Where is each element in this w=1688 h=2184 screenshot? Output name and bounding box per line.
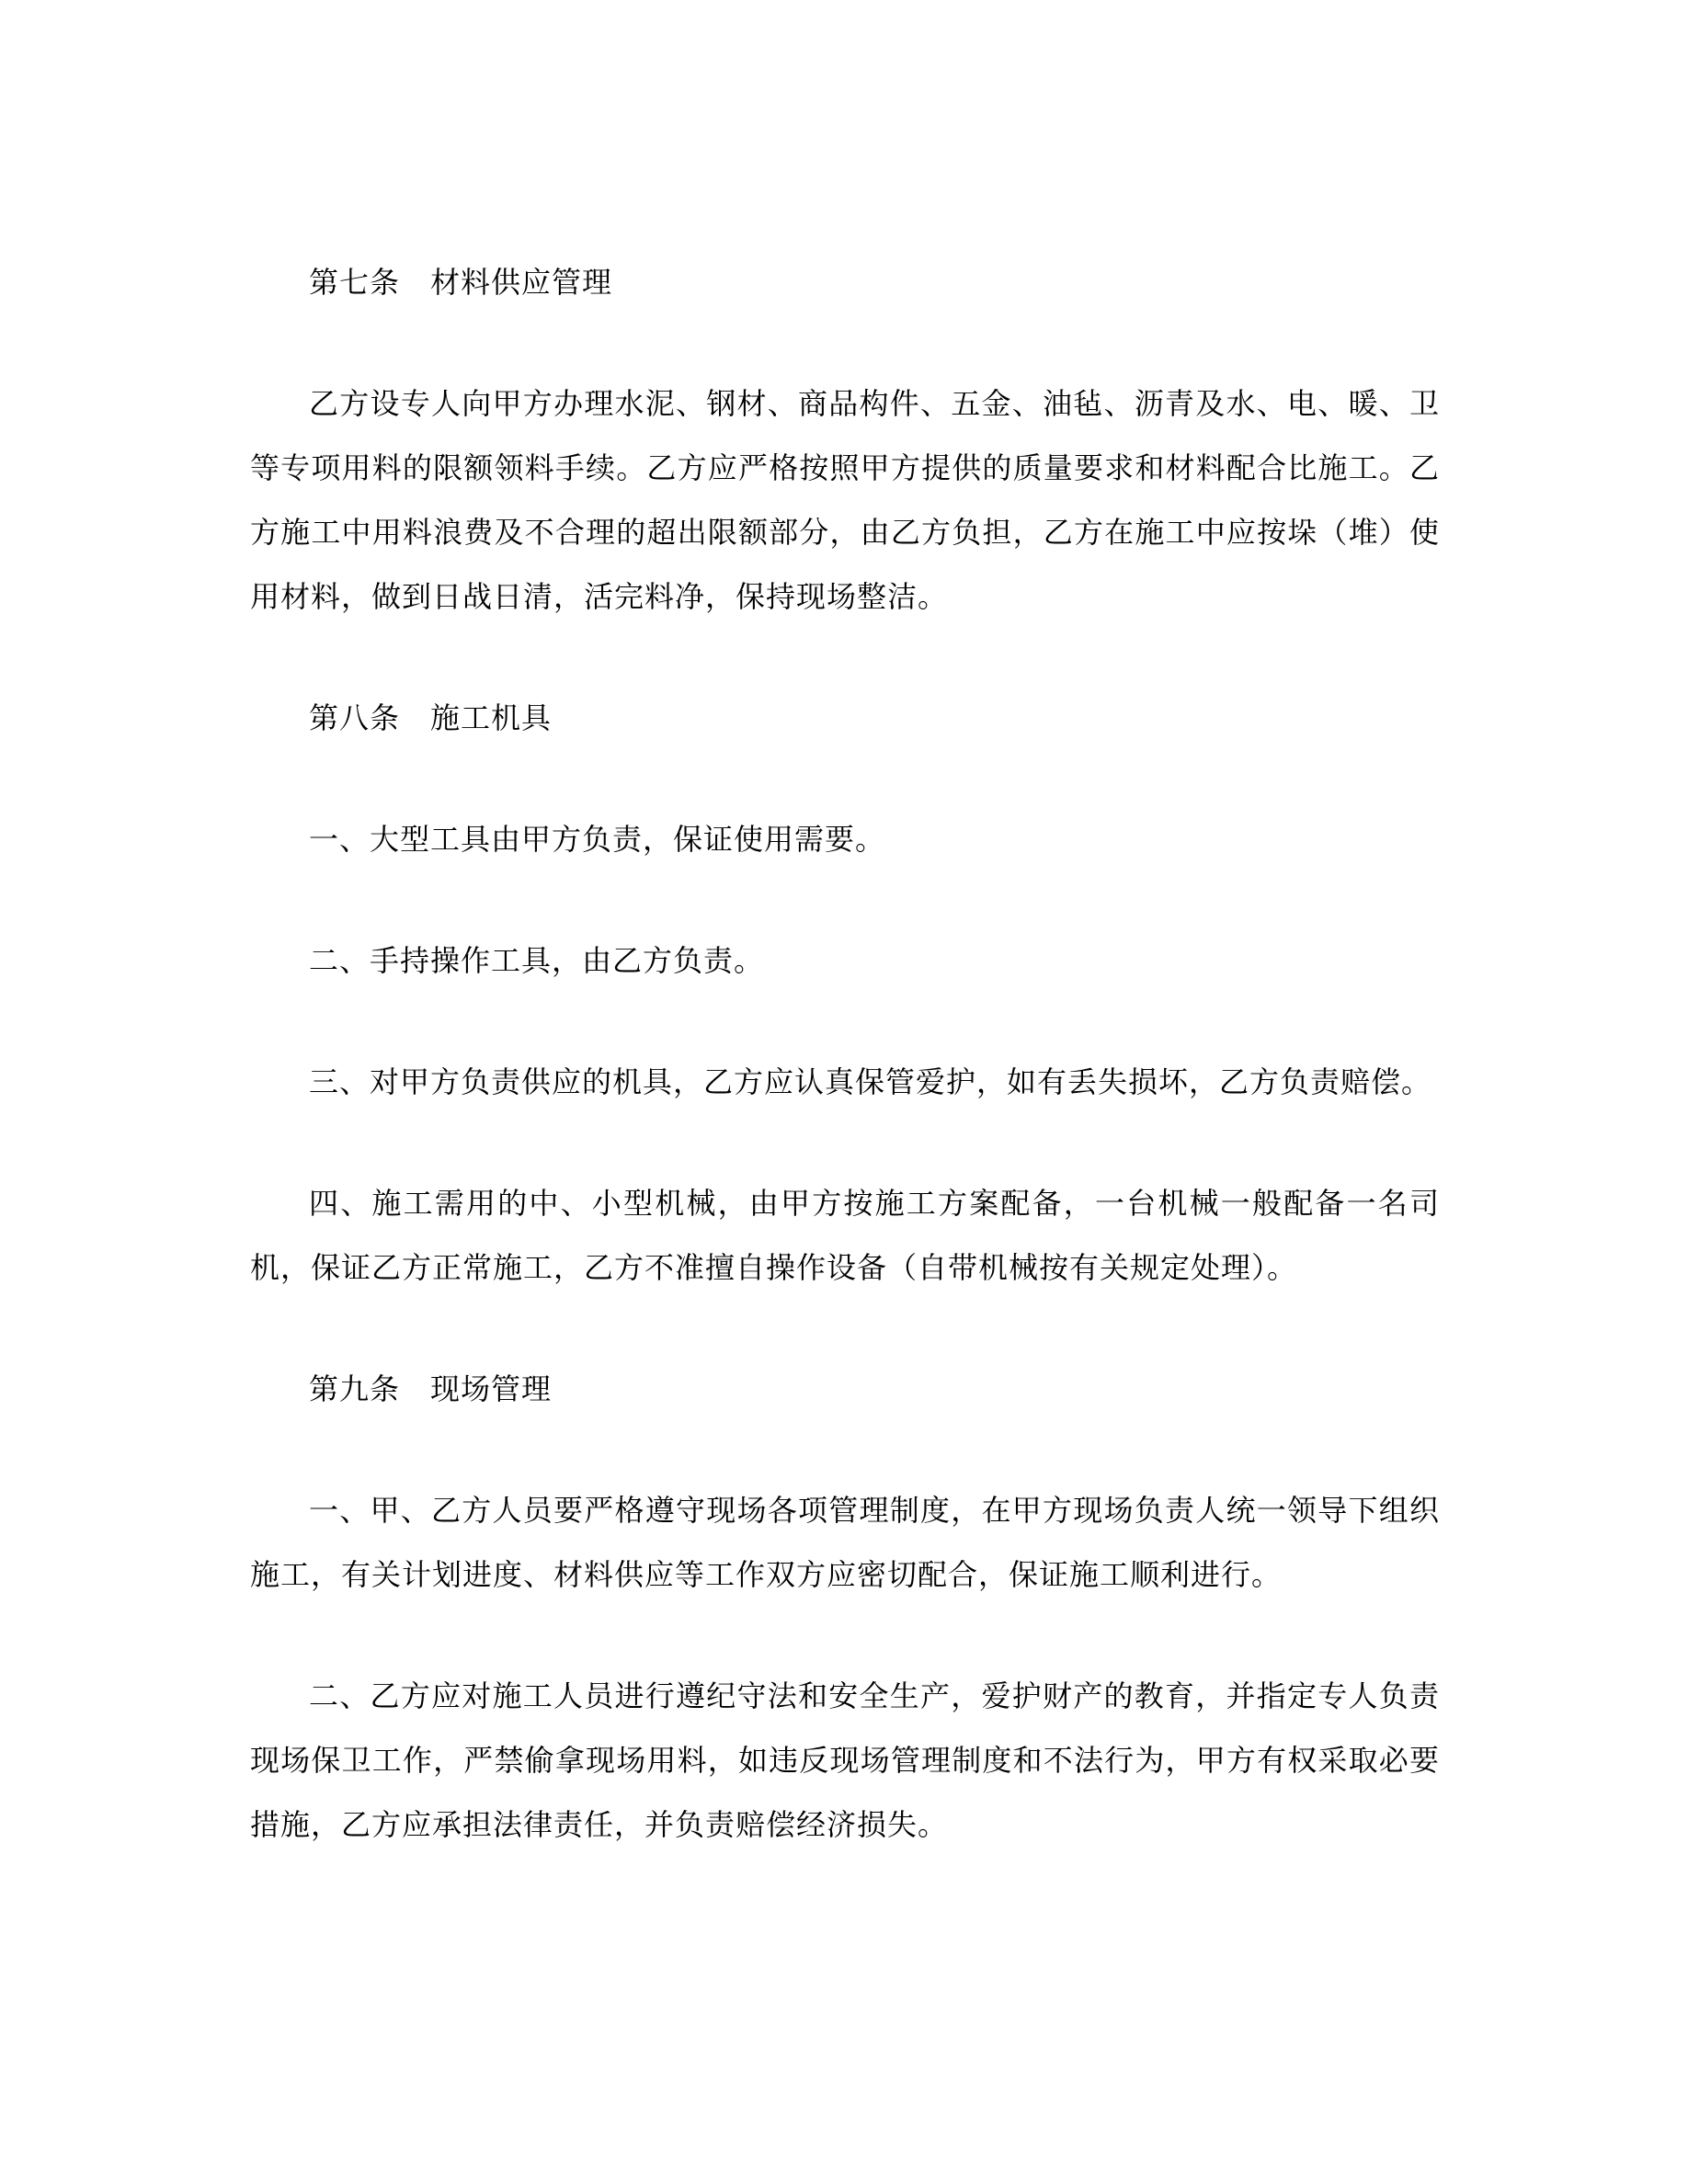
article-8-item-4: 四、施工需用的中、小型机械，由甲方按施工方案配备，一台机械一般配备一名司机，保证乙方正常施工，乙方不准擅自操作设备（自带机械按有关规定处理）。 [250,1187,1440,1284]
article-8-item-3: 三、对甲方负责供应的机具，乙方应认真保管爱护，如有丢失损坏，乙方负责赔偿。 [309,1065,1432,1098]
article-heading-9: 第九条 现场管理 [309,1372,553,1405]
article-heading-7: 第七条 材料供应管理 [309,266,613,299]
article-8-item-2: 二、手持操作工具，由乙方负责。 [309,944,765,977]
article-heading-8: 第八条 施工机具 [309,701,553,734]
article-8-item-1: 一、大型工具由甲方负责，保证使用需要。 [309,823,886,856]
article-9-item-1: 一、甲、乙方人员要严格遵守现场各项管理制度，在甲方现场负责人统一领导下组织施工，有关计划进度、材料供应等工作双方应密切配合，保证施工顺利进行。 [250,1494,1440,1591]
article-7-body: 乙方设专人向甲方办理水泥、钢材、商品构件、五金、油毡、沥青及水、电、暖、卫等专项用料的限额领料手续。乙方应严格按照甲方提供的质量要求和材料配合比施工。乙方施工中用料浪费及不合理的超出限额部分，由乙方负担，乙方在施工中应按垛（堆）使用材料，做到日战日清，活完料净，保持现场整洁。 [250,387,1440,613]
article-9-item-2: 二、乙方应对施工人员进行遵纪守法和安全生产，爱护财产的教育，并指定专人负责现场保卫工作，严禁偷拿现场用料，如违反现场管理制度和不法行为，甲方有权采取必要措施，乙方应承担法律责任，并负责赔偿经济损失。 [250,1679,1440,1841]
